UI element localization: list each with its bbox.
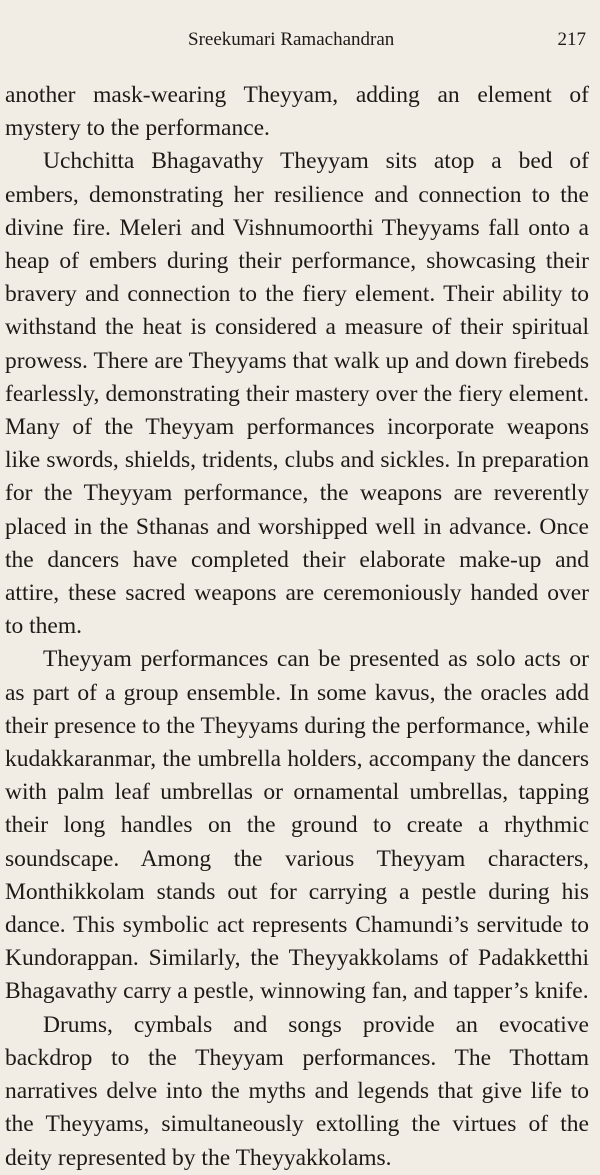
page-number: 217 xyxy=(557,29,586,50)
page-body xyxy=(5,79,589,1175)
paragraph: Drums, cymbals and songs provide an evocative backdrop to the Theyyam performances. The Thottam narratives delve into the myths and legends that give life to the Theyyams, simultaneously extolling the virtues of the deity represented by the Theyyakkolams. xyxy=(5,1011,589,1171)
paragraph: Theyyam performances can be presented as solo acts or as part of a group ensemble. In some kavus, the oracles add their presence to the Theyyams during the performance, while kudakkaranmar, the umbrella holders, accompany the dancers with palm leaf umbrellas or ornamental umbrellas, tapping their long handles on the ground to create a rhythmic soundscape. Among the various Theyyam characters, Monthikkolam stands out for carrying a pestle during his dance. This symbolic act represents Chamundi’s servitude to Kundorappan. Similarly, the Theyyakkolams of Padakketthi Bhagavathy carry a pestle, winnowing fan, and tapper’s knife. xyxy=(5,646,589,1005)
page-header xyxy=(0,28,600,52)
running-head: Sreekumari Ramachandran xyxy=(188,29,395,50)
paragraph: Uchchitta Bhagavathy Theyyam sits atop a bed of embers, demonstrating her resilience and connection to the divine fire. Meleri and Vishnumoorthi Theyyams fall onto a heap of embers during their performance, showcasing their bravery and connection to the fiery element. Their ability to withstand the heat is considered a measure of their spiritual prowess. There are Theyyams that walk up and down firebeds fearlessly, demonstrating their mastery over the fiery element. Many of the Theyyam performances incorporate weapons like swords, shields, tridents, clubs and sickles. In preparation for the Theyyam performance, the weapons are reverently placed in the Sthanas and worshipped well in advance. Once the dancers have completed their elaborate make-up and attire, these sacred weapons are ceremoniously handed over to them. xyxy=(5,148,589,640)
paragraph-continued: another mask-wearing Theyyam, adding an element of mystery to the performance. xyxy=(5,82,589,142)
